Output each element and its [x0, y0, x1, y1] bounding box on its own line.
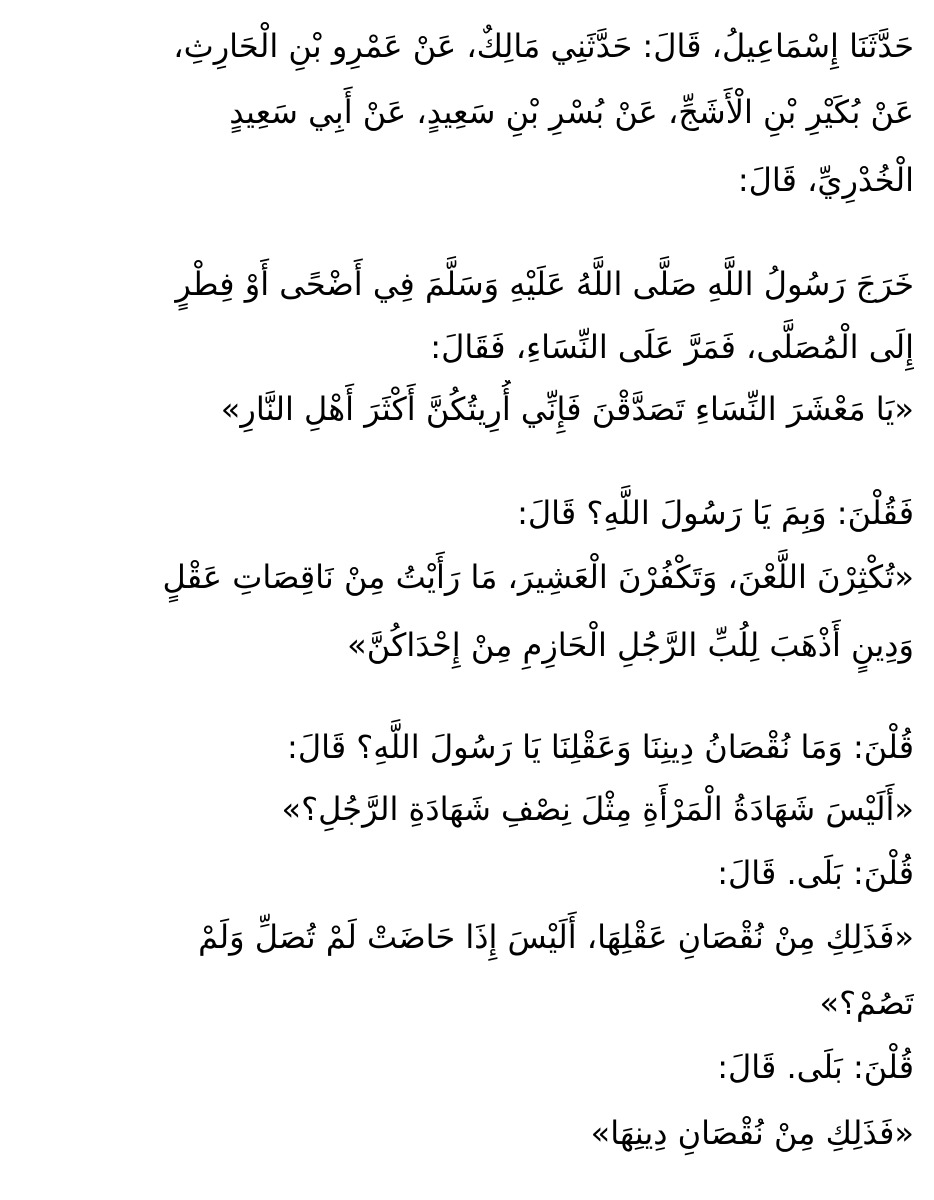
- text-line: «فَذَلِكِ مِنْ نُقْصَانِ دِينِهَا»: [590, 1114, 914, 1152]
- text-line: «أَلَيْسَ شَهَادَةُ الْمَرْأَةِ مِثْلَ نِصْفِ شَهَادَةِ الرَّجُلِ؟»: [281, 790, 914, 828]
- text-line: قُلْنَ: بَلَى. قَالَ:: [717, 854, 914, 892]
- text-line: فَقُلْنَ: وَبِمَ يَا رَسُولَ اللَّهِ؟ قَالَ:: [517, 494, 914, 532]
- text-line: حَدَّثَنَا إِسْمَاعِيلُ، قَالَ: حَدَّثَنِي مَالِكٌ، عَنْ عَمْرِو بْنِ الْحَارِثِ،: [173, 27, 914, 65]
- text-line: إِلَى الْمُصَلَّى، فَمَرَّ عَلَى النِّسَاءِ، فَقَالَ:: [430, 328, 914, 366]
- text-line: قُلْنَ: وَمَا نُقْصَانُ دِينِنَا وَعَقْلِنَا يَا رَسُولَ اللَّهِ؟ قَالَ:: [287, 728, 914, 766]
- text-line: تَصُمْ؟»: [819, 984, 914, 1022]
- text-line: «يَا مَعْشَرَ النِّسَاءِ تَصَدَّقْنَ فَإِنِّي أُرِيتُكُنَّ أَكْثَرَ أَهْلِ النَّارِ»: [220, 390, 914, 428]
- text-line: «فَذَلِكِ مِنْ نُقْصَانِ عَقْلِهَا، أَلَيْسَ إِذَا حَاضَتْ لَمْ تُصَلِّ وَلَمْ: [198, 918, 914, 956]
- text-line: وَدِينٍ أَذْهَبَ لِلُبِّ الرَّجُلِ الْحَازِمِ مِنْ إِحْدَاكُنَّ»: [347, 626, 914, 664]
- text-line: الْخُدْرِيِّ، قَالَ:: [737, 161, 914, 199]
- text-line: قُلْنَ: بَلَى. قَالَ:: [717, 1048, 914, 1086]
- text-line: «تُكْثِرْنَ اللَّعْنَ، وَتَكْفُرْنَ الْعَشِيرَ، مَا رَأَيْتُ مِنْ نَاقِصَاتِ عَقْلٍ: [162, 558, 914, 596]
- text-line: عَنْ بُكَيْرِ بْنِ الْأَشَجِّ، عَنْ بُسْرِ بْنِ سَعِيدٍ، عَنْ أَبِي سَعِيدٍ: [229, 93, 914, 131]
- text-line: خَرَجَ رَسُولُ اللَّهِ صَلَّى اللَّهُ عَلَيْهِ وَسَلَّمَ فِي أَضْحًى أَوْ فِطْرٍ: [175, 265, 914, 303]
